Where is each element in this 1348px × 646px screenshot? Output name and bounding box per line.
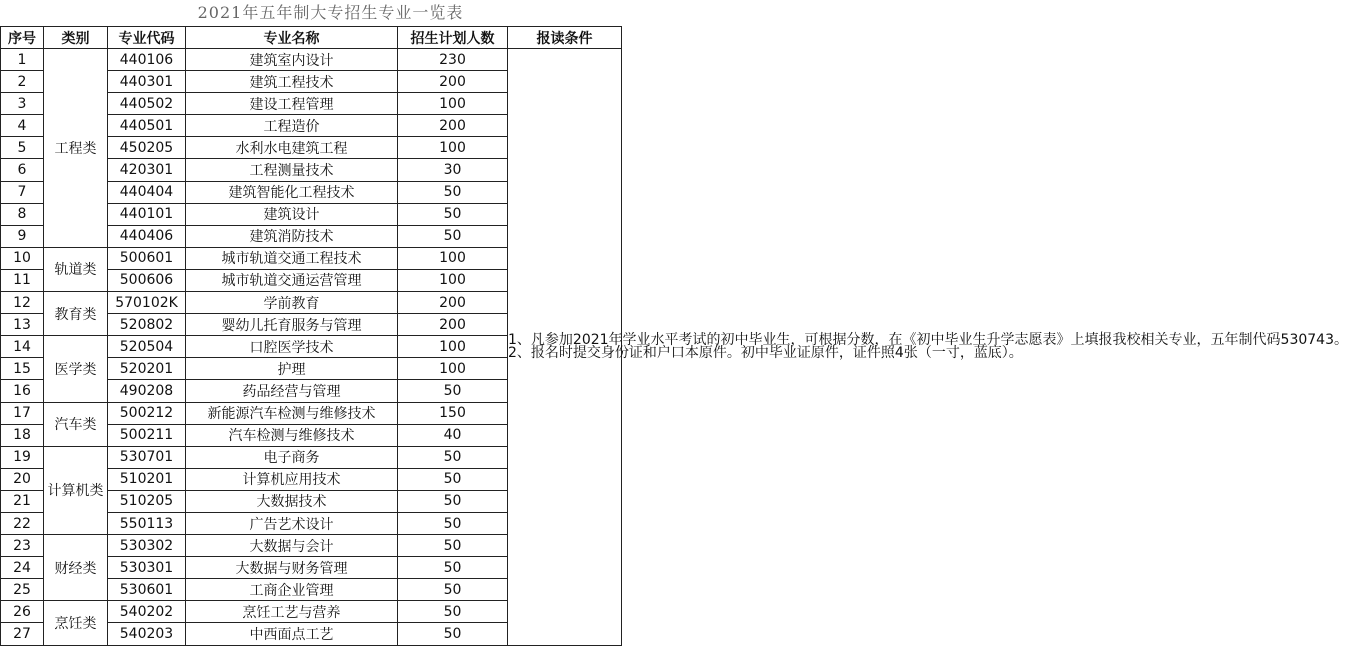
row-category: 财经类 [44,535,108,601]
row-seq: 18 [1,424,44,446]
row-seq: 21 [1,490,44,512]
row-major: 水利水电建筑工程 [186,137,398,159]
row-code: 530701 [108,446,186,468]
conditions-cell [508,49,1348,646]
page-title: 2021年五年制大专招生专业一览表 [197,3,464,22]
row-code: 520201 [108,358,186,380]
row-major: 城市轨道交通工程技术 [186,247,398,269]
row-major: 工程造价 [186,115,398,137]
row-major: 工程测量技术 [186,159,398,181]
row-code: 440404 [108,181,186,203]
row-category: 汽车类 [44,402,108,446]
row-major: 烹饪工艺与营养 [186,601,398,623]
row-quota: 200 [398,292,508,314]
row-seq: 26 [1,601,44,623]
row-code: 500601 [108,247,186,269]
row-seq: 1 [1,49,44,71]
header-major: 专业名称 [186,27,398,49]
row-seq: 19 [1,446,44,468]
row-seq: 15 [1,358,44,380]
row-code: 420301 [108,159,186,181]
row-seq: 16 [1,380,44,402]
row-quota: 100 [398,358,508,380]
row-quota: 30 [398,159,508,181]
row-quota: 200 [398,71,508,93]
row-major: 口腔医学技术 [186,336,398,358]
row-quota: 100 [398,137,508,159]
row-quota: 50 [398,380,508,402]
row-major: 广告艺术设计 [186,512,398,534]
row-major: 建筑工程技术 [186,71,398,93]
row-major: 建设工程管理 [186,93,398,115]
row-quota: 50 [398,579,508,601]
row-seq: 25 [1,579,44,601]
row-seq: 5 [1,137,44,159]
row-code: 440101 [108,203,186,225]
row-category: 医学类 [44,336,108,402]
row-seq: 20 [1,468,44,490]
row-code: 500606 [108,269,186,291]
row-quota: 50 [398,225,508,247]
header-quota: 招生计划人数 [398,27,508,49]
table-row [1,49,622,71]
row-major: 婴幼儿托育服务与管理 [186,314,398,336]
row-code: 440406 [108,225,186,247]
row-quota: 50 [398,535,508,557]
row-major: 护理 [186,358,398,380]
row-quota: 50 [398,446,508,468]
row-seq: 27 [1,623,44,645]
row-major: 药品经营与管理 [186,380,398,402]
row-seq: 3 [1,93,44,115]
row-quota: 50 [398,512,508,534]
row-seq: 22 [1,512,44,534]
row-quota: 230 [398,49,508,71]
row-major: 大数据与财务管理 [186,557,398,579]
row-seq: 13 [1,314,44,336]
row-seq: 7 [1,181,44,203]
row-code: 530301 [108,557,186,579]
row-major: 建筑设计 [186,203,398,225]
header-category: 类别 [44,27,108,49]
header-row [1,27,622,49]
row-code: 440501 [108,115,186,137]
row-quota: 40 [398,424,508,446]
row-seq: 14 [1,336,44,358]
row-seq: 9 [1,225,44,247]
row-quota: 100 [398,93,508,115]
condition-paragraph: 1、凡参加2021年学业水平考试的初中毕业生，可根据分数，在《初中毕业生升学志愿表》上填报我校相关专业，五年制代码530743。 [508,331,1348,348]
row-quota: 50 [398,623,508,645]
row-code: 500212 [108,402,186,424]
row-seq: 17 [1,402,44,424]
row-code: 530601 [108,579,186,601]
row-seq: 8 [1,203,44,225]
row-quota: 100 [398,336,508,358]
row-code: 450205 [108,137,186,159]
row-major: 大数据技术 [186,490,398,512]
row-seq: 24 [1,557,44,579]
row-major: 新能源汽车检测与维修技术 [186,402,398,424]
row-code: 550113 [108,512,186,534]
row-quota: 50 [398,601,508,623]
row-quota: 100 [398,269,508,291]
row-major: 计算机应用技术 [186,468,398,490]
row-major: 城市轨道交通运营管理 [186,269,398,291]
row-major: 建筑智能化工程技术 [186,181,398,203]
header-code: 专业代码 [108,27,186,49]
row-category: 教育类 [44,292,108,336]
row-code: 440301 [108,71,186,93]
row-seq: 11 [1,269,44,291]
row-major: 工商企业管理 [186,579,398,601]
row-seq: 23 [1,535,44,557]
row-major: 电子商务 [186,446,398,468]
row-quota: 50 [398,468,508,490]
row-seq: 6 [1,159,44,181]
row-code: 510201 [108,468,186,490]
row-seq: 10 [1,247,44,269]
row-quota: 50 [398,181,508,203]
row-quota: 50 [398,557,508,579]
row-code: 520802 [108,314,186,336]
enrollment-table [0,26,1348,646]
row-seq: 4 [1,115,44,137]
row-code: 490208 [108,380,186,402]
row-major: 中西面点工艺 [186,623,398,645]
row-major: 大数据与会计 [186,535,398,557]
row-category: 工程类 [44,49,108,248]
row-major: 学前教育 [186,292,398,314]
row-code: 530302 [108,535,186,557]
row-major: 汽车检测与维修技术 [186,424,398,446]
row-code: 570102K [108,292,186,314]
row-quota: 200 [398,314,508,336]
row-quota: 50 [398,490,508,512]
row-category: 轨道类 [44,247,108,291]
row-code: 440502 [108,93,186,115]
condition-paragraph: 2、报名时提交身份证和户口本原件。初中毕业证原件，证件照4张（一寸，蓝底）。 [508,344,1023,361]
header-conditions: 报读条件 [508,27,622,49]
row-code: 500211 [108,424,186,446]
row-category: 计算机类 [44,446,108,534]
row-code: 520504 [108,336,186,358]
row-major: 建筑室内设计 [186,49,398,71]
header-seq: 序号 [1,27,44,49]
row-quota: 200 [398,115,508,137]
row-code: 510205 [108,490,186,512]
row-quota: 50 [398,203,508,225]
row-category: 烹饪类 [44,601,108,645]
row-quota: 150 [398,402,508,424]
row-code: 540203 [108,623,186,645]
row-major: 建筑消防技术 [186,225,398,247]
row-seq: 12 [1,292,44,314]
row-code: 440106 [108,49,186,71]
row-code: 540202 [108,601,186,623]
row-quota: 100 [398,247,508,269]
row-seq: 2 [1,71,44,93]
table-body [1,49,1348,646]
